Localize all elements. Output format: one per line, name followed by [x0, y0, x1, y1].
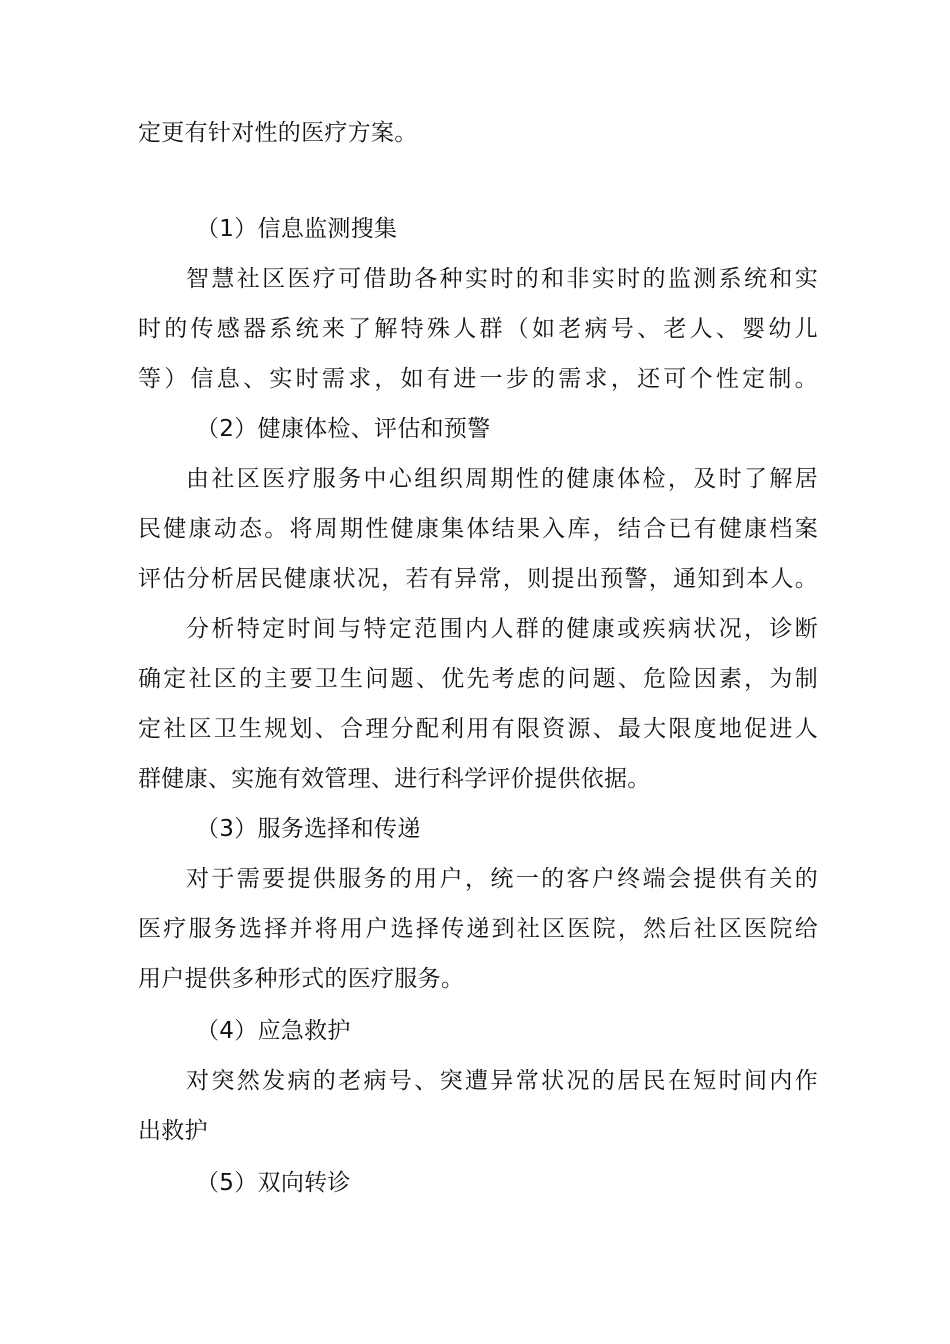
paragraph-line: 医疗服务选择并将用户选择传递到社区医院，然后社区医院给 — [138, 916, 818, 942]
paragraph-line: 民健康动态。将周期性健康集体结果入库，结合已有健康档案 — [138, 516, 818, 542]
paragraph-line: 分析特定时间与特定范围内人群的健康或疾病状况，诊断 — [186, 616, 818, 642]
section-heading-2: （2）健康体检、评估和预警 — [196, 416, 491, 442]
section-heading-5: （5）双向转诊 — [196, 1170, 351, 1196]
paragraph-line: 定更有针对性的医疗方案。 — [138, 120, 418, 146]
section-heading-3: （3）服务选择和传递 — [196, 816, 421, 842]
paragraph-line: 定社区卫生规划、合理分配利用有限资源、最大限度地促进人 — [138, 716, 818, 742]
section-heading-4: （4）应急救护 — [196, 1018, 351, 1044]
section-heading-1: （1）信息监测搜集 — [196, 216, 398, 242]
paragraph-line: 由社区医疗服务中心组织周期性的健康体检，及时了解居 — [186, 466, 818, 492]
paragraph-line: 对突然发病的老病号、突遭异常状况的居民在短时间内作 — [186, 1068, 818, 1094]
paragraph-line: 时的传感器系统来了解特殊人群（如老病号、老人、婴幼儿 — [138, 316, 818, 342]
paragraph-line: 出救护 — [138, 1118, 208, 1144]
paragraph-line: 群健康、实施有效管理、进行科学评价提供依据。 — [138, 766, 651, 792]
paragraph-line: 智慧社区医疗可借助各种实时的和非实时的监测系统和实 — [186, 266, 818, 292]
paragraph-line: 等）信息、实时需求，如有进一步的需求，还可个性定制。 — [138, 366, 818, 392]
paragraph-line: 确定社区的主要卫生问题、优先考虑的问题、危险因素，为制 — [138, 666, 818, 692]
paragraph-line: 用户提供多种形式的医疗服务。 — [138, 966, 465, 992]
paragraph-line: 对于需要提供服务的用户，统一的客户终端会提供有关的 — [186, 866, 818, 892]
paragraph-line: 评估分析居民健康状况，若有异常，则提出预警，通知到本人。 — [138, 566, 818, 592]
